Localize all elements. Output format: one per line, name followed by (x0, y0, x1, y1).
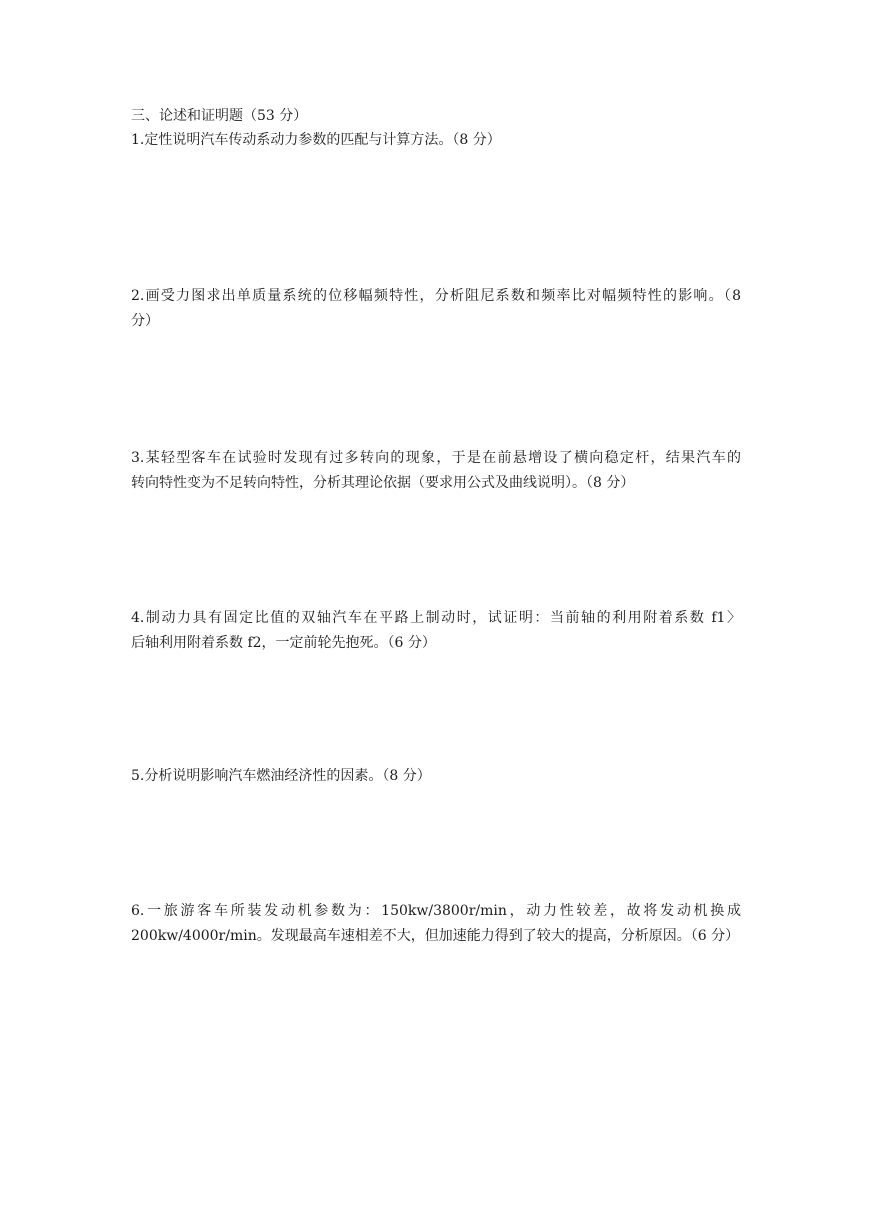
question-5 (131, 764, 741, 789)
section-title: 三、论述和证明题（53 分） (131, 108, 308, 124)
question-1-line-1: 1.定性说明汽车传动系动力参数的匹配与计算方法。（8 分） (131, 132, 501, 148)
question-3 (131, 446, 741, 496)
question-3-line-2: 转向特性变为不足转向特性，分析其理论依据（要求用公式及曲线说明）。（8 分） (131, 475, 635, 491)
question-5-line-1: 5.分析说明影响汽车燃油经济性的因素。（8 分） (131, 768, 431, 784)
question-2-line-1: 2.画受力图求出单质量系统的位移幅频特性，分析阻尼系数和频率比对幅频特性的影响。（8 (131, 288, 741, 304)
question-4-line-1: 4.制动力具有固定比值的双轴汽车在平路上制动时，试证明：当前轴的利用附着系数 f1〉 (131, 610, 741, 626)
question-1 (131, 128, 741, 153)
question-4 (131, 606, 741, 656)
question-6 (131, 899, 741, 949)
question-4-line-2: 后轴利用附着系数 f2，一定前轮先抱死。（6 分） (131, 635, 436, 651)
question-2-line-2: 分） (131, 313, 159, 329)
question-6-line-2: 200kw/4000r/min。发现最高车速相差不大，但加速能力得到了较大的提高，分析原因。（6 分） (131, 928, 740, 944)
question-6-line-1: 6.一旅游客车所装发动机参数为：150kw/3800r/min，动力性较差，故将发动机换成 (131, 903, 741, 919)
question-2 (131, 284, 741, 334)
question-3-line-1: 3.某轻型客车在试验时发现有过多转向的现象，于是在前悬增设了横向稳定杆，结果汽车的 (131, 450, 741, 466)
